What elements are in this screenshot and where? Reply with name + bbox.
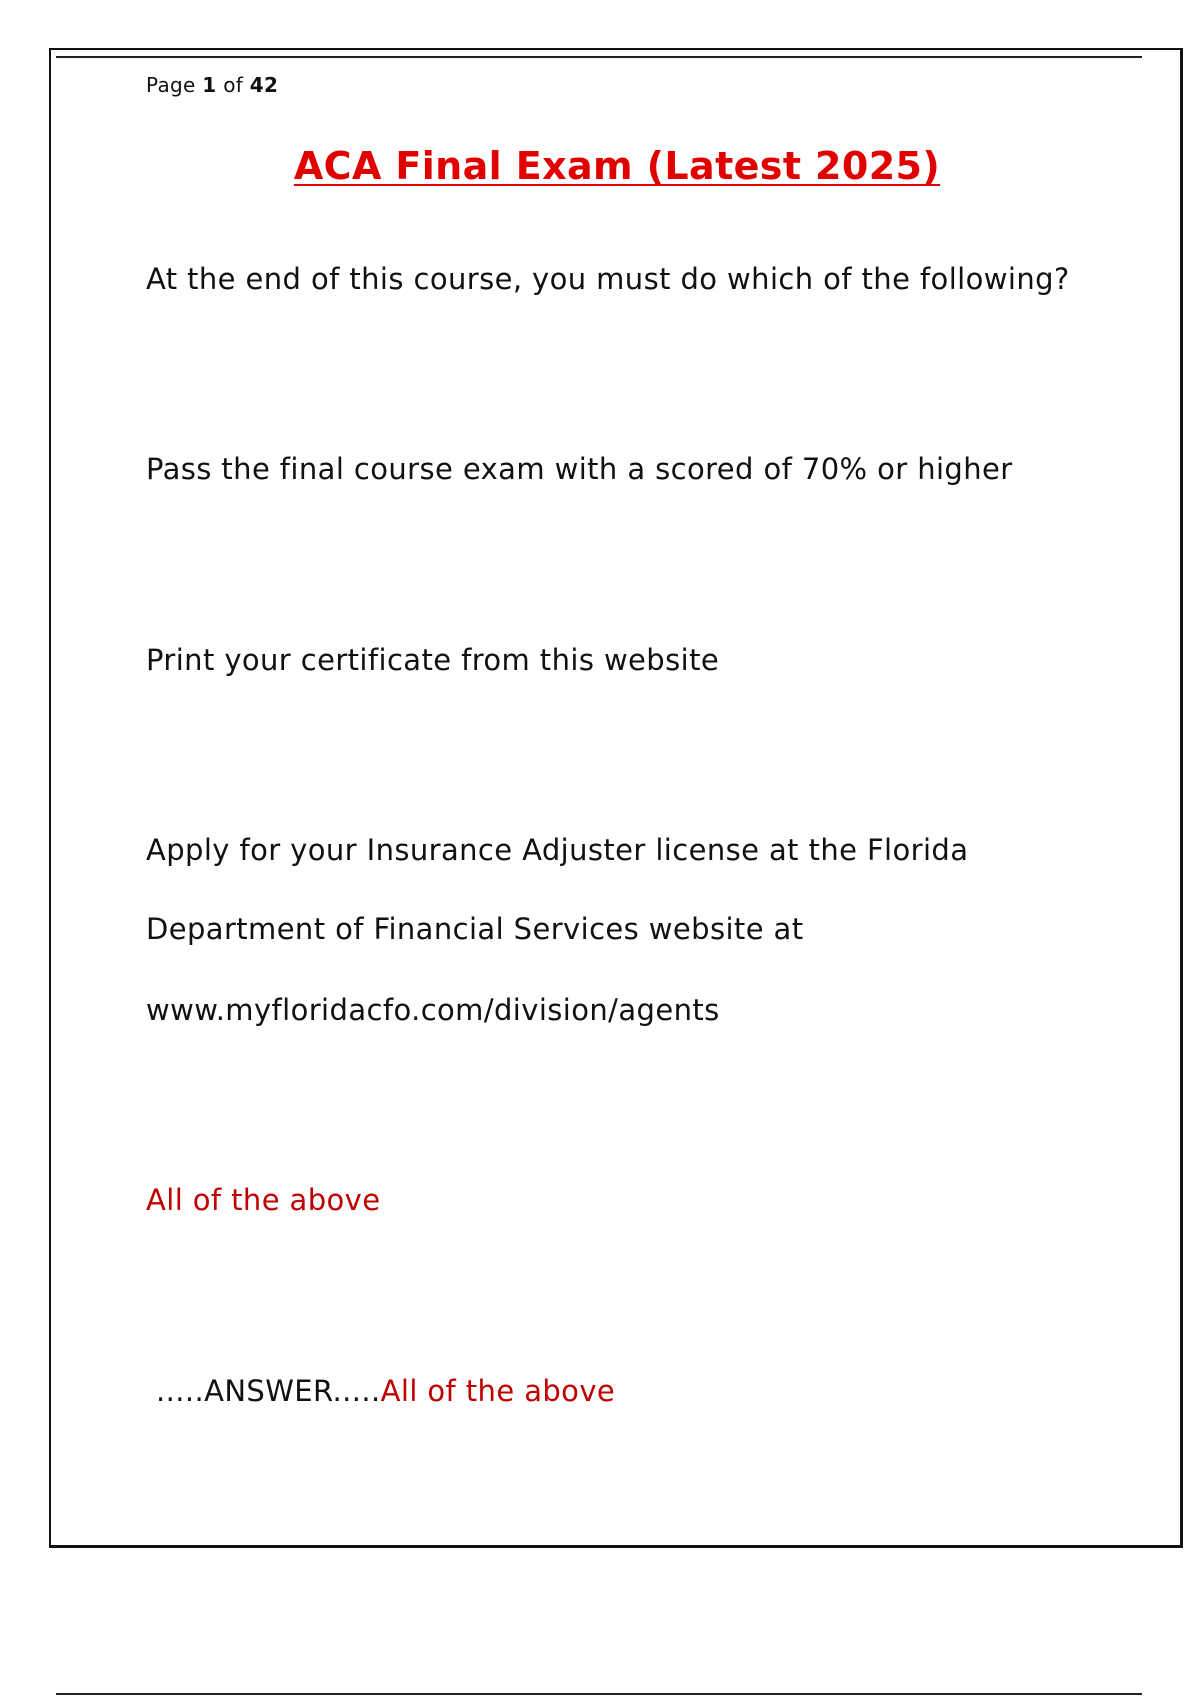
option-all-of-the-above: All of the above	[146, 1183, 381, 1217]
page-number	[146, 73, 278, 97]
page-total: 42	[249, 73, 279, 97]
option-apply-license-url: www.myfloridacfo.com/division/agents	[146, 993, 720, 1027]
top-rule	[56, 56, 1142, 58]
option-apply-license-line-1: Apply for your Insurance Adjuster license at the Florida	[146, 833, 969, 867]
option-print-certificate: Print your certificate from this website	[146, 643, 720, 677]
page-current: 1	[202, 73, 217, 97]
option-apply-license-line-2: Department of Financial Services website at	[146, 912, 804, 946]
document-title: ACA Final Exam (Latest 2025)	[293, 144, 941, 188]
question-text: At the end of this course, you must do which of the following?	[146, 262, 1070, 296]
bottom-rule	[56, 1693, 1142, 1695]
page-of: of	[223, 73, 244, 97]
option-pass-exam: Pass the final course exam with a scored of 70% or higher	[146, 452, 1013, 486]
page-label: Page	[146, 73, 196, 97]
answer-line	[156, 1374, 615, 1408]
answer-prefix: .....ANSWER.....	[156, 1374, 381, 1408]
answer-text: All of the above	[380, 1374, 616, 1408]
